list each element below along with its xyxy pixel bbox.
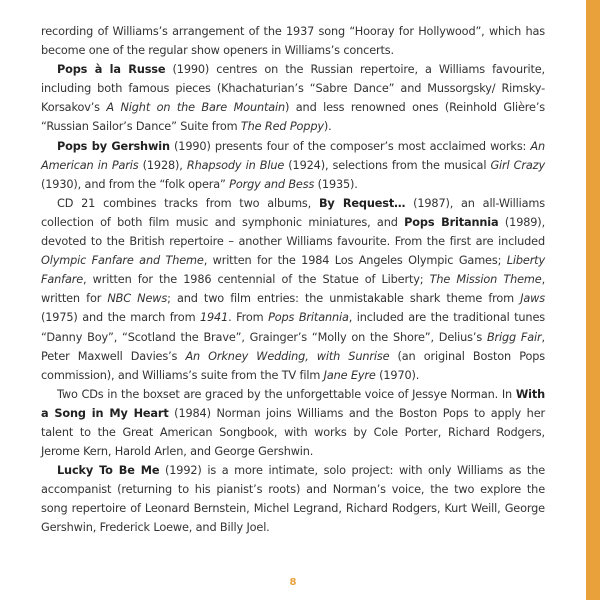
- italic-work-title: The Red Poppy: [240, 120, 324, 134]
- paragraph-cd-21: [41, 194, 545, 385]
- text-run: , Peter Maxwell Davies’s: [41, 330, 545, 363]
- text-run: (1924), selections from the musical: [284, 158, 491, 172]
- text-run: (an original Boston Pops commission), and Williams’s suite from the TV film: [41, 349, 545, 382]
- paragraph-pops-a-la-russe: [41, 60, 545, 136]
- page-number: 8: [289, 577, 297, 588]
- bold-album-title: Lucky To Be Me: [57, 464, 160, 478]
- text-run: (1928),: [138, 158, 187, 172]
- bold-album-title: Pops Britannia: [404, 215, 499, 229]
- text-run: (1975) and the march from: [41, 311, 200, 325]
- text-run: (1990) presents four of the composer’s most acclaimed works:: [169, 139, 531, 153]
- text-run: (1984) Norman joins Williams and the Boston Pops to apply her talent to the Great American Songbook, with works by Cole Porter, Richard Rodgers, Jerome Kern, Harold Arlen, and George Gershwin.: [41, 406, 545, 459]
- paragraph-jessye-norman: [41, 385, 545, 461]
- text-run: (1987), an all-Williams collection of both film music and symphonic miniatures, and: [41, 196, 545, 229]
- italic-work-title: The Mission Theme: [429, 273, 542, 287]
- text-run: (1970).: [375, 368, 420, 382]
- text-run: recording of Williams’s arrangement of the 1937 song “Hooray for Hollywood”, which has become one of the regular show openers in Williams’s concerts.: [41, 25, 545, 58]
- text-run: CD 21 combines tracks from two albums,: [57, 196, 319, 210]
- text-run: ).: [323, 120, 332, 134]
- paragraph-pops-by-gershwin: [41, 137, 545, 194]
- italic-work-title: Rhapsody in Blue: [186, 158, 285, 172]
- bold-album-title: With a Song in My Heart: [41, 387, 545, 420]
- italic-work-title: 1941: [199, 311, 229, 325]
- bold-album-title: Pops à la Russe: [57, 63, 166, 77]
- text-run: , included are the traditional tunes “Danny Boy”, “Scotland the Brave”, Grainger’s “Molly on the Shore”, Delius’s: [41, 311, 545, 344]
- italic-work-title: Jaws: [520, 292, 545, 306]
- text-run: . From: [228, 311, 269, 325]
- italic-work-title: NBC News: [107, 292, 168, 306]
- bold-album-title: Pops by Gershwin: [57, 139, 170, 153]
- text-run: (1992) is a more intimate, solo project: with only Williams as the accompanist (returning to his pianist’s roots) and Norman’s voice, the two explore the song repertoire of Leonard Bernstein, Michel Legrand, Richard Rodgers, Kurt Weill, George Gershwin, Frederick Loewe, and Billy Joel.: [41, 464, 545, 535]
- text-run: ) and less renowned ones (Reinhold Glière’s “Russian Sailor’s Dance” Suite from: [41, 101, 545, 134]
- italic-work-title: Liberty Fanfare: [41, 254, 545, 287]
- italic-work-title: Girl Crazy: [490, 158, 545, 172]
- italic-work-title: An Orkney Wedding, with Sunrise: [185, 349, 390, 363]
- text-run: (1989), devoted to the British repertoire – another Williams favourite. From the first are included: [41, 215, 546, 249]
- bold-album-title: By Request…: [318, 196, 406, 210]
- text-run: (1935).: [314, 177, 358, 191]
- text-run: , written for the 1984 Los Angeles Olympic Games;: [203, 254, 507, 268]
- text-run: (1930), and from the “folk opera”: [41, 177, 230, 191]
- italic-work-title: Olympic Fanfare and Theme: [41, 254, 204, 268]
- italic-work-title: Porgy and Bess: [229, 177, 315, 191]
- italic-work-title: Brigg Fair: [486, 330, 542, 344]
- orange-edge-strip: [586, 0, 600, 600]
- text-run: Two CDs in the boxset are graced by the unforgettable voice of Jessye Norman. In: [57, 387, 516, 401]
- paragraph-hooray-continuation: [41, 22, 545, 60]
- paragraph-lucky-to-be-me: [41, 461, 545, 537]
- body-text: [41, 22, 545, 538]
- italic-work-title: Jane Eyre: [323, 368, 376, 382]
- italic-work-title: A Night on the Bare Mountain: [106, 101, 286, 115]
- italic-work-title: An American in Paris: [41, 139, 545, 172]
- text-run: (1990) centres on the Russian repertoire, a Williams favourite, including both famous pieces (Khachaturian’s “Sabre Dance” and Mussorgsky/ Rimsky-Korsakov’s: [41, 63, 545, 115]
- text-run: , written for the 1986 centennial of the Statue of Liberty;: [83, 273, 430, 287]
- italic-work-title: Pops Britannia: [268, 311, 349, 325]
- text-run: , written for: [41, 273, 546, 306]
- text-run: ; and two film entries: the unmistakable shark theme from: [167, 292, 521, 306]
